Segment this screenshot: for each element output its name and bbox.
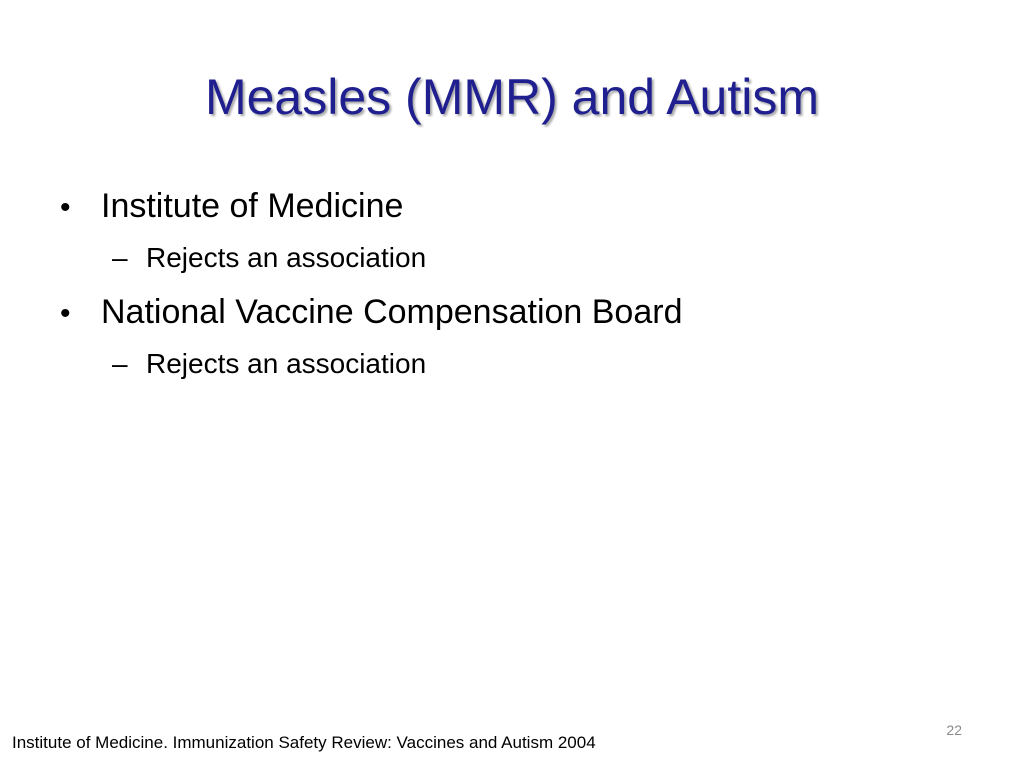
bullet-text: Institute of Medicine xyxy=(101,187,404,225)
bullet-text: National Vaccine Compensation Board xyxy=(101,293,683,331)
bullet-item xyxy=(60,288,960,338)
bullet-item xyxy=(60,182,960,232)
footnote-citation: Institute of Medicine. Immunization Safety Review: Vaccines and Autism 2004 xyxy=(12,733,596,752)
bullet-icon: • xyxy=(60,191,71,224)
dash-icon: – xyxy=(112,348,128,379)
bullet-list xyxy=(60,182,960,394)
page-number: 22 xyxy=(946,722,962,738)
sub-bullet-item xyxy=(112,344,960,384)
bullet-icon: • xyxy=(60,297,71,330)
sub-bullet-text: Rejects an association xyxy=(146,348,427,379)
sub-bullet-text: Rejects an association xyxy=(146,242,427,273)
slide-title: Measles (MMR) and Autism xyxy=(204,69,820,125)
dash-icon: – xyxy=(112,242,128,273)
sub-bullet-item xyxy=(112,238,960,278)
